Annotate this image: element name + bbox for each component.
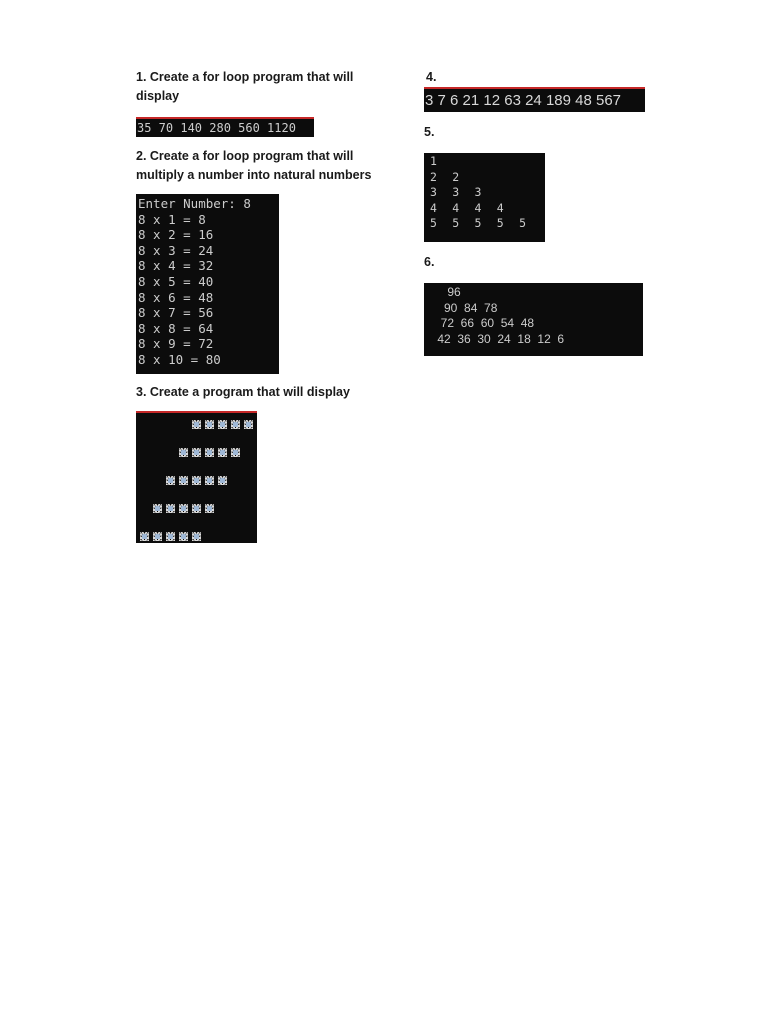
q4-console-output bbox=[424, 87, 645, 112]
q2-output-line: 8 x 6 = 48 bbox=[138, 289, 214, 305]
q2-output-line: 8 x 10 = 80 bbox=[138, 351, 221, 367]
asterisk-icon bbox=[204, 503, 215, 514]
asterisk-icon bbox=[165, 475, 176, 486]
q6-output-line: 90 84 78 bbox=[434, 300, 498, 315]
q6-output-line: 42 36 30 24 18 12 6 bbox=[434, 331, 565, 346]
q2-label-line2: multiply a number into natural numbers bbox=[136, 168, 372, 182]
star-row bbox=[139, 531, 202, 542]
q5-output-line: 1 bbox=[430, 154, 438, 168]
asterisk-icon bbox=[191, 475, 202, 486]
asterisk-icon bbox=[191, 531, 202, 542]
asterisk-icon bbox=[178, 531, 189, 542]
asterisk-icon bbox=[165, 531, 176, 542]
q6-output-line: 96 bbox=[434, 285, 461, 299]
q3-console-star-pattern bbox=[136, 411, 257, 543]
asterisk-icon bbox=[204, 475, 215, 486]
q2-output-line: 8 x 4 = 32 bbox=[138, 258, 214, 274]
asterisk-icon bbox=[139, 531, 150, 542]
q6-output-line: 72 66 60 54 48 bbox=[434, 316, 535, 330]
star-row bbox=[178, 447, 241, 458]
asterisk-icon bbox=[217, 419, 228, 430]
q4-output-text: 3 7 6 21 12 63 24 189 48 567 bbox=[425, 92, 622, 109]
q2-output-line: 8 x 9 = 72 bbox=[138, 336, 214, 352]
asterisk-icon bbox=[191, 447, 202, 458]
q6-console-output bbox=[424, 283, 643, 356]
q2-output-line: 8 x 3 = 24 bbox=[138, 242, 214, 258]
q5-output-line: 2 2 bbox=[430, 169, 460, 184]
q2-console-output bbox=[136, 194, 279, 374]
q5-label: 5. bbox=[424, 125, 435, 139]
q1-label-line2: display bbox=[136, 89, 180, 103]
asterisk-icon bbox=[204, 419, 215, 430]
asterisk-icon bbox=[243, 419, 254, 430]
q2-output-line: 8 x 8 = 64 bbox=[138, 320, 214, 336]
asterisk-icon bbox=[191, 503, 202, 514]
q2-output-line: 8 x 1 = 8 bbox=[138, 211, 206, 227]
q5-output-line: 5 5 5 5 5 bbox=[430, 216, 527, 230]
star-row bbox=[191, 419, 254, 430]
q1-console-output bbox=[136, 117, 314, 137]
q3-label: 3. Create a program that will display bbox=[136, 385, 350, 399]
q6-label: 6. bbox=[424, 255, 435, 269]
asterisk-icon bbox=[191, 419, 202, 430]
asterisk-icon bbox=[230, 447, 241, 458]
asterisk-icon bbox=[165, 503, 176, 514]
star-row bbox=[152, 503, 215, 514]
asterisk-icon bbox=[204, 447, 215, 458]
asterisk-icon bbox=[178, 475, 189, 486]
q2-output-line: 8 x 5 = 40 bbox=[138, 273, 214, 289]
q2-output-line: 8 x 2 = 16 bbox=[138, 227, 214, 243]
asterisk-icon bbox=[217, 475, 228, 486]
asterisk-icon bbox=[178, 503, 189, 514]
asterisk-icon bbox=[178, 447, 189, 458]
q5-console-output bbox=[424, 153, 545, 242]
q4-label: 4. bbox=[426, 70, 437, 84]
q1-label-line1: 1. Create a for loop program that will bbox=[136, 70, 354, 84]
asterisk-icon bbox=[217, 447, 228, 458]
asterisk-icon bbox=[152, 531, 163, 542]
q5-output-line: 4 4 4 4 bbox=[430, 200, 505, 215]
star-row bbox=[165, 475, 228, 486]
q2-label-line1: 2. Create a for loop program that will bbox=[136, 149, 354, 163]
asterisk-icon bbox=[230, 419, 241, 430]
asterisk-icon bbox=[152, 503, 163, 514]
q5-output-line: 3 3 3 bbox=[430, 185, 482, 199]
q1-output-text: 35 70 140 280 560 1120 bbox=[137, 121, 296, 135]
q2-output-line: Enter Number: 8 bbox=[138, 196, 251, 211]
q2-output-line: 8 x 7 = 56 bbox=[138, 305, 214, 321]
